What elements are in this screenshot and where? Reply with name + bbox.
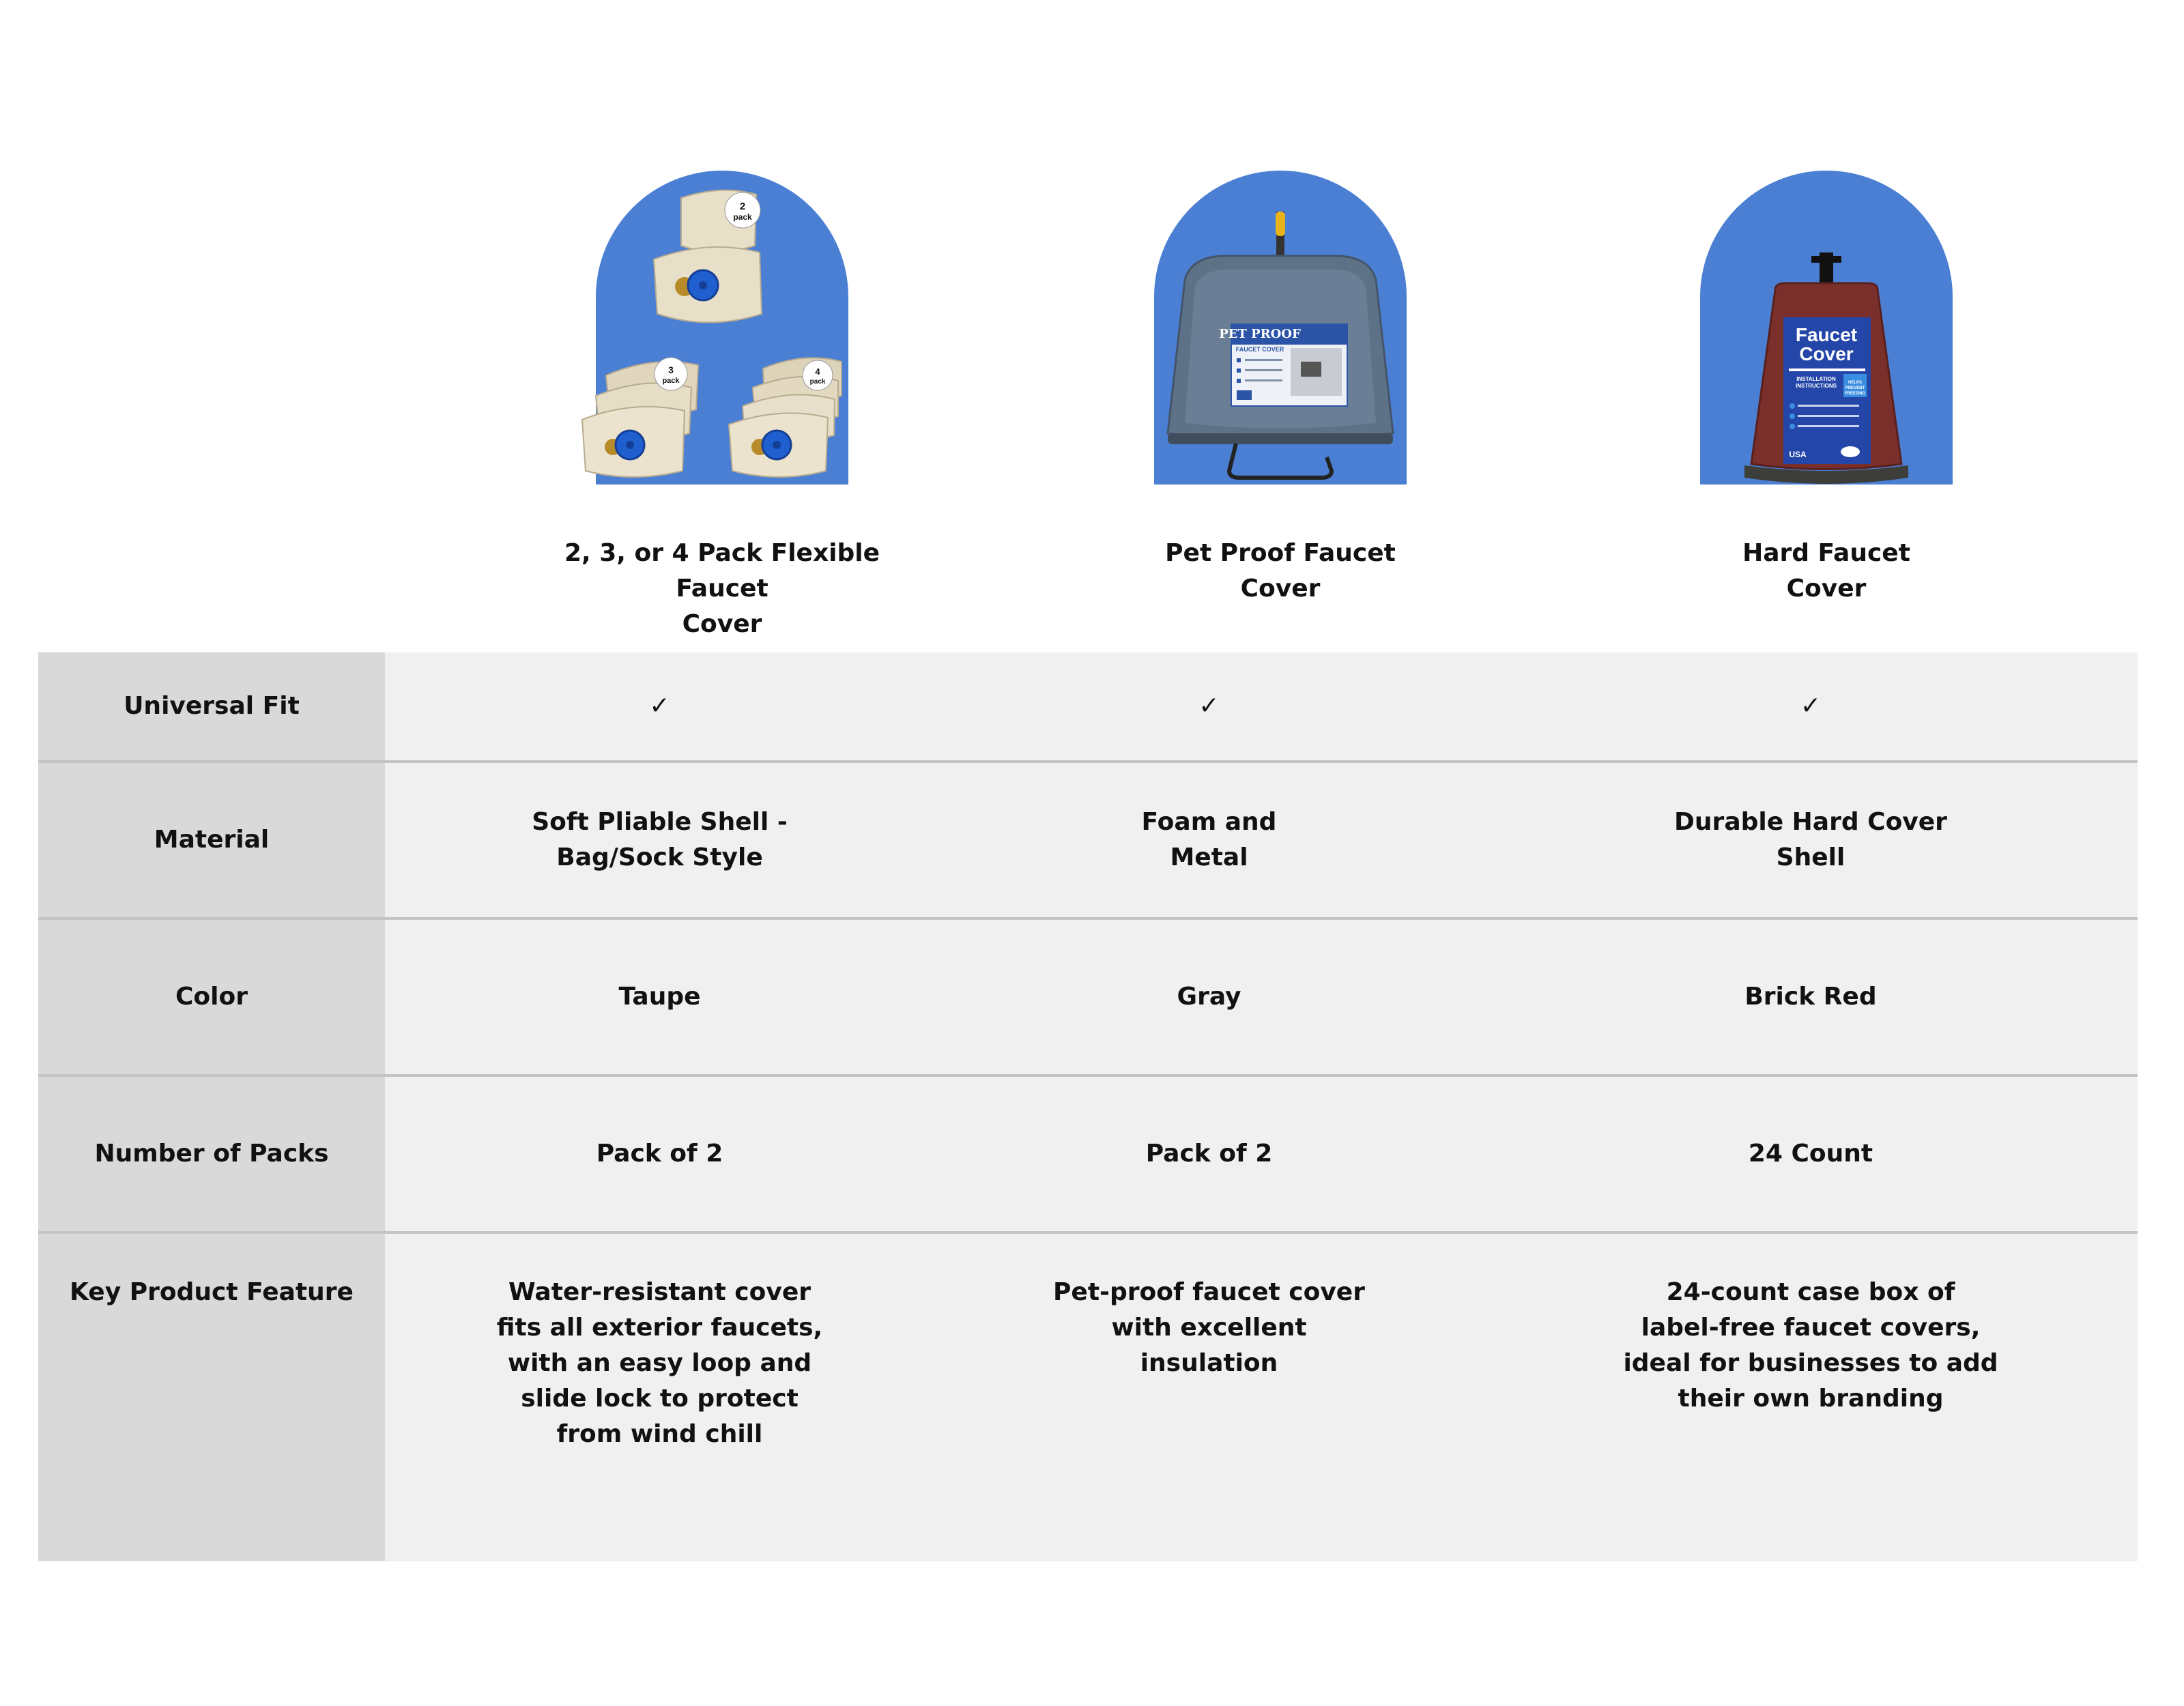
table-cell: Pet-proof faucet cover with excellent insulation <box>934 1232 1484 1561</box>
table-cell: Brick Red <box>1484 919 2138 1075</box>
table-row-number-of-packs <box>38 1075 2138 1232</box>
product-column-hard-cover <box>1622 171 2031 607</box>
product-name: 2, 3, or 4 Pack Flexible Faucet Cover <box>564 539 880 638</box>
table-row-universal-fit <box>38 652 2138 762</box>
table-cell: Foam and Metal <box>934 762 1484 919</box>
table-cell: Soft Pliable Shell - Bag/Sock Style <box>385 762 934 919</box>
hard-faucet-cover-icon <box>1622 171 2031 512</box>
svg-text:pack: pack <box>809 378 826 386</box>
check-icon: ✓ <box>934 652 1484 762</box>
hard-cover-label-title-2: Cover <box>1799 343 1854 364</box>
table-row-key-product-feature <box>38 1232 2138 1561</box>
badge-4-pack: 4 <box>815 366 820 377</box>
fabric-faucet-cover-bags-icon <box>517 171 927 512</box>
svg-text:HELPS: HELPS <box>1848 381 1863 385</box>
table-cell: Gray <box>934 919 1484 1075</box>
svg-text:INSTRUCTIONS: INSTRUCTIONS <box>1796 383 1837 389</box>
row-label: Color <box>38 919 385 1075</box>
hard-cover-label-title-1: Faucet <box>1795 324 1858 345</box>
check-icon: ✓ <box>1484 652 2138 762</box>
product-image <box>517 171 927 512</box>
svg-text:pack: pack <box>733 212 752 222</box>
row-label: Number of Packs <box>38 1075 385 1232</box>
table-cell: Taupe <box>385 919 934 1075</box>
check-icon: ✓ <box>385 652 934 762</box>
row-label: Universal Fit <box>38 652 385 762</box>
table-row-color <box>38 919 2138 1075</box>
product-name: Pet Proof Faucet Cover <box>1165 539 1396 603</box>
product-name: Hard Faucet Cover <box>1742 539 1910 603</box>
table-cell: Pack of 2 <box>385 1075 934 1232</box>
pet-proof-label-subtitle: FAUCET COVER <box>1235 346 1284 353</box>
product-column-flexible-cover <box>517 171 927 642</box>
pet-proof-label-title: PET PROOF <box>1219 327 1301 341</box>
svg-text:PREVENT: PREVENT <box>1845 386 1865 390</box>
pet-proof-faucet-cover-icon <box>1076 171 1485 512</box>
table-cell: Pack of 2 <box>934 1075 1484 1232</box>
made-in-usa-mark: USA <box>1789 450 1807 459</box>
row-label: Material <box>38 762 385 919</box>
product-image <box>1622 171 2031 512</box>
table-cell: 24-count case box of label-free faucet covers, ideal for businesses to add their own branding <box>1484 1232 2138 1561</box>
table-cell: 24 Count <box>1484 1075 2138 1232</box>
product-image <box>1076 171 1485 512</box>
svg-text:pack: pack <box>662 377 680 385</box>
table-cell: Water-resistant cover fits all exterior faucets, with an easy loop and slide lock to protect from wind chill <box>385 1232 934 1561</box>
table-row-material <box>38 762 2138 919</box>
product-column-pet-proof-cover <box>1076 171 1485 607</box>
table-cell: Durable Hard Cover Shell <box>1484 762 2138 919</box>
row-label: Key Product Feature <box>38 1232 385 1561</box>
badge-2-pack: 2 <box>739 201 746 212</box>
comparison-table <box>38 652 2138 1561</box>
svg-text:FREEZING: FREEZING <box>1844 392 1866 396</box>
badge-3-pack: 3 <box>668 364 674 375</box>
svg-text:INSTALLATION: INSTALLATION <box>1796 376 1836 382</box>
